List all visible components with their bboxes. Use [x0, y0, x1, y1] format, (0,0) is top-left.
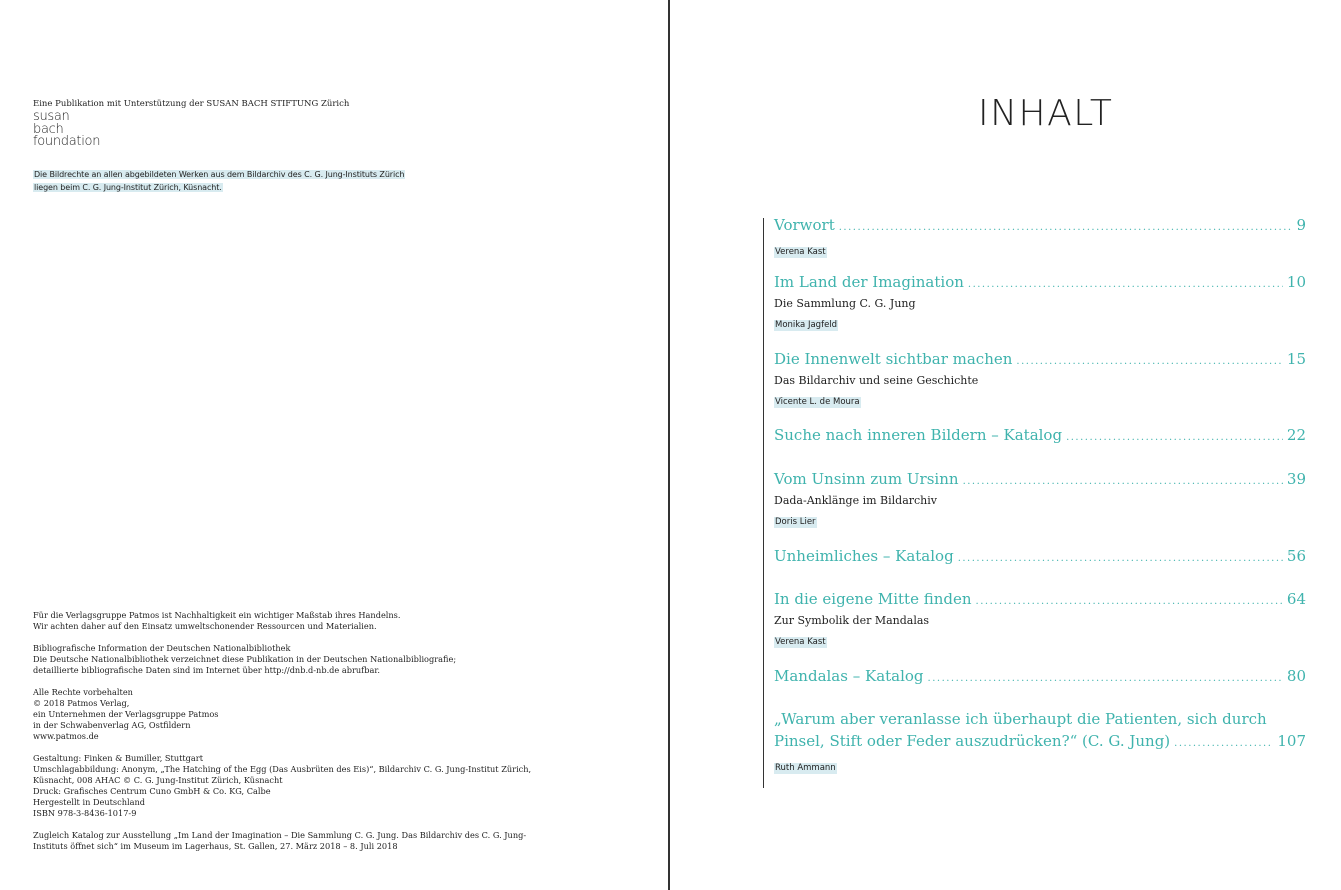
- imprint-line: Hergestellt in Deutschland: [33, 797, 145, 807]
- imprint-line: Druck: Grafisches Centrum Cuno GmbH & Co. KG, Calbe: [33, 786, 271, 796]
- leader-dots: [1016, 351, 1283, 373]
- toc-page-number: 22: [1286, 426, 1306, 444]
- leader-dots: [976, 591, 1283, 613]
- imprint-line: Wir achten daher auf den Einsatz umweltschonender Ressourcen und Materialien.: [33, 621, 377, 631]
- toc-entry-title: Pinsel, Stift oder Feder auszudrücken?“ (C. G. Jung): [774, 732, 1171, 750]
- leader-dots: [968, 274, 1283, 296]
- sustainability-block: [33, 610, 593, 632]
- leader-dots: [958, 548, 1283, 570]
- toc-entry[interactable]: [774, 271, 1306, 331]
- toc-entry-title-first-line: „Warum aber veranlasse ich überhaupt die Patienten, sich durch: [774, 710, 1267, 728]
- toc-page-number: 10: [1286, 273, 1306, 291]
- toc-entry-title: Im Land der Imagination: [774, 273, 964, 291]
- logo-line: susan: [33, 109, 70, 124]
- toc-entry[interactable]: [774, 214, 1306, 258]
- toc-entry-title: In die eigene Mitte finden: [774, 590, 972, 608]
- toc-page-number: 64: [1286, 590, 1306, 608]
- toc-page-number: 39: [1286, 470, 1306, 488]
- toc-page-number: 107: [1277, 732, 1306, 750]
- toc-author: Ruth Ammann: [775, 763, 836, 773]
- toc-page-number: 56: [1286, 547, 1306, 565]
- toc-entry-title: Vom Unsinn zum Ursinn: [774, 470, 959, 488]
- toc-entry[interactable]: [774, 708, 1306, 774]
- right-page: [670, 0, 1341, 890]
- copyright-block: [33, 687, 593, 742]
- leader-dots: [1174, 733, 1273, 755]
- toc-author: Vicente L. de Moura: [775, 397, 860, 407]
- imprint-line: in der Schwabenverlag AG, Ostfildern: [33, 720, 191, 730]
- page-title: INHALT: [978, 93, 1114, 134]
- toc-page-number: 15: [1286, 350, 1306, 368]
- toc-author: Doris Lier: [775, 517, 816, 527]
- imprint-line: Instituts öffnet sich“ im Museum im Lagerhaus, St. Gallen, 27. März 2018 – 8. Juli 2018: [33, 841, 398, 851]
- toc-entry-title: Mandalas – Katalog: [774, 667, 924, 685]
- imprint-line: Die Deutsche Nationalbibliothek verzeichnet diese Publikation in der Deutschen Nationalbibliografie;: [33, 654, 457, 664]
- toc-entry-title: Die Innenwelt sichtbar machen: [774, 350, 1013, 368]
- imprint-line: Küsnacht, 008 AHAC © C. G. Jung-Institut Zürich, Küsnacht: [33, 775, 283, 785]
- leader-dots: [963, 471, 1283, 493]
- imprint-line: ein Unternehmen der Verlagsgruppe Patmos: [33, 709, 219, 719]
- toc-entry[interactable]: [774, 665, 1306, 690]
- toc-entry[interactable]: [774, 468, 1306, 528]
- toc-author: Monika Jagfeld: [775, 320, 838, 330]
- imprint-line: Gestaltung: Finken & Bumiller, Stuttgart: [33, 753, 204, 763]
- publication-note: Eine Publikation mit Unterstützung der SUSAN BACH STIFTUNG Zürich: [33, 99, 350, 109]
- imprint-line: Umschlagabbildung: Anonym, „The Hatching of the Egg (Das Ausbrüten des Eis)“, Bildarchiv C. G. Jung-Institut Zürich,: [33, 764, 532, 774]
- left-page: [0, 0, 668, 890]
- toc-entry-title: Vorwort: [774, 216, 835, 234]
- isbn: ISBN 978-3-8436-1017-9: [33, 808, 137, 818]
- imprint-line: Bibliografische Information der Deutschen Nationalbibliothek: [33, 643, 291, 653]
- imprint-line: Alle Rechte vorbehalten: [33, 687, 133, 697]
- toc-page-number: 80: [1286, 667, 1306, 685]
- exhibition-block: [33, 830, 593, 852]
- toc-subtitle: Dada-Anklänge im Bildarchiv: [774, 494, 937, 507]
- toc-author: Verena Kast: [775, 637, 826, 647]
- toc-rule: [763, 218, 764, 788]
- imprint: [33, 610, 593, 863]
- imprint-line: Für die Verlagsgruppe Patmos ist Nachhaltigkeit ein wichtiger Maßstab ihres Handelns.: [33, 610, 401, 620]
- logo-line: bach: [33, 121, 64, 137]
- leader-dots: [1066, 427, 1283, 449]
- imprint-line: © 2018 Patmos Verlag,: [33, 698, 130, 708]
- production-block: [33, 753, 593, 819]
- susan-bach-foundation-logo: [33, 111, 100, 149]
- leader-dots: [928, 668, 1283, 690]
- toc-entry[interactable]: [774, 588, 1306, 648]
- toc-author: Verena Kast: [775, 247, 826, 257]
- imprint-line: detaillierte bibliografische Daten sind im Internet über http://dnb.d-nb.de abrufbar.: [33, 665, 380, 675]
- logo-line: foundation: [33, 134, 101, 149]
- rights-line: liegen beim C. G. Jung-Institut Zürich, Küsnacht.: [34, 182, 222, 192]
- toc-page-number: 9: [1296, 216, 1306, 234]
- toc-entry-title: Unheimliches – Katalog: [774, 547, 954, 565]
- publisher-url: www.patmos.de: [33, 731, 99, 741]
- toc-entry-title: Suche nach inneren Bildern – Katalog: [774, 426, 1063, 444]
- leader-dots: [839, 217, 1293, 239]
- toc-subtitle: Zur Symbolik der Mandalas: [774, 614, 930, 627]
- toc-entry[interactable]: [774, 348, 1306, 408]
- imprint-line: Zugleich Katalog zur Ausstellung „Im Land der Imagination – Die Sammlung C. G. Jung. Das Bildarchiv des C. G. Jung-: [33, 830, 527, 840]
- toc-subtitle: Die Sammlung C. G. Jung: [774, 297, 916, 310]
- bibliographic-block: [33, 643, 593, 676]
- rights-line: Die Bildrechte an allen abgebildeten Werken aus dem Bildarchiv des C. G. Jung-Instituts Zürich: [34, 170, 405, 179]
- toc-entry[interactable]: [774, 545, 1306, 570]
- toc-entry[interactable]: [774, 424, 1306, 449]
- toc-subtitle: Das Bildarchiv und seine Geschichte: [774, 374, 979, 387]
- image-rights-note: [33, 169, 405, 194]
